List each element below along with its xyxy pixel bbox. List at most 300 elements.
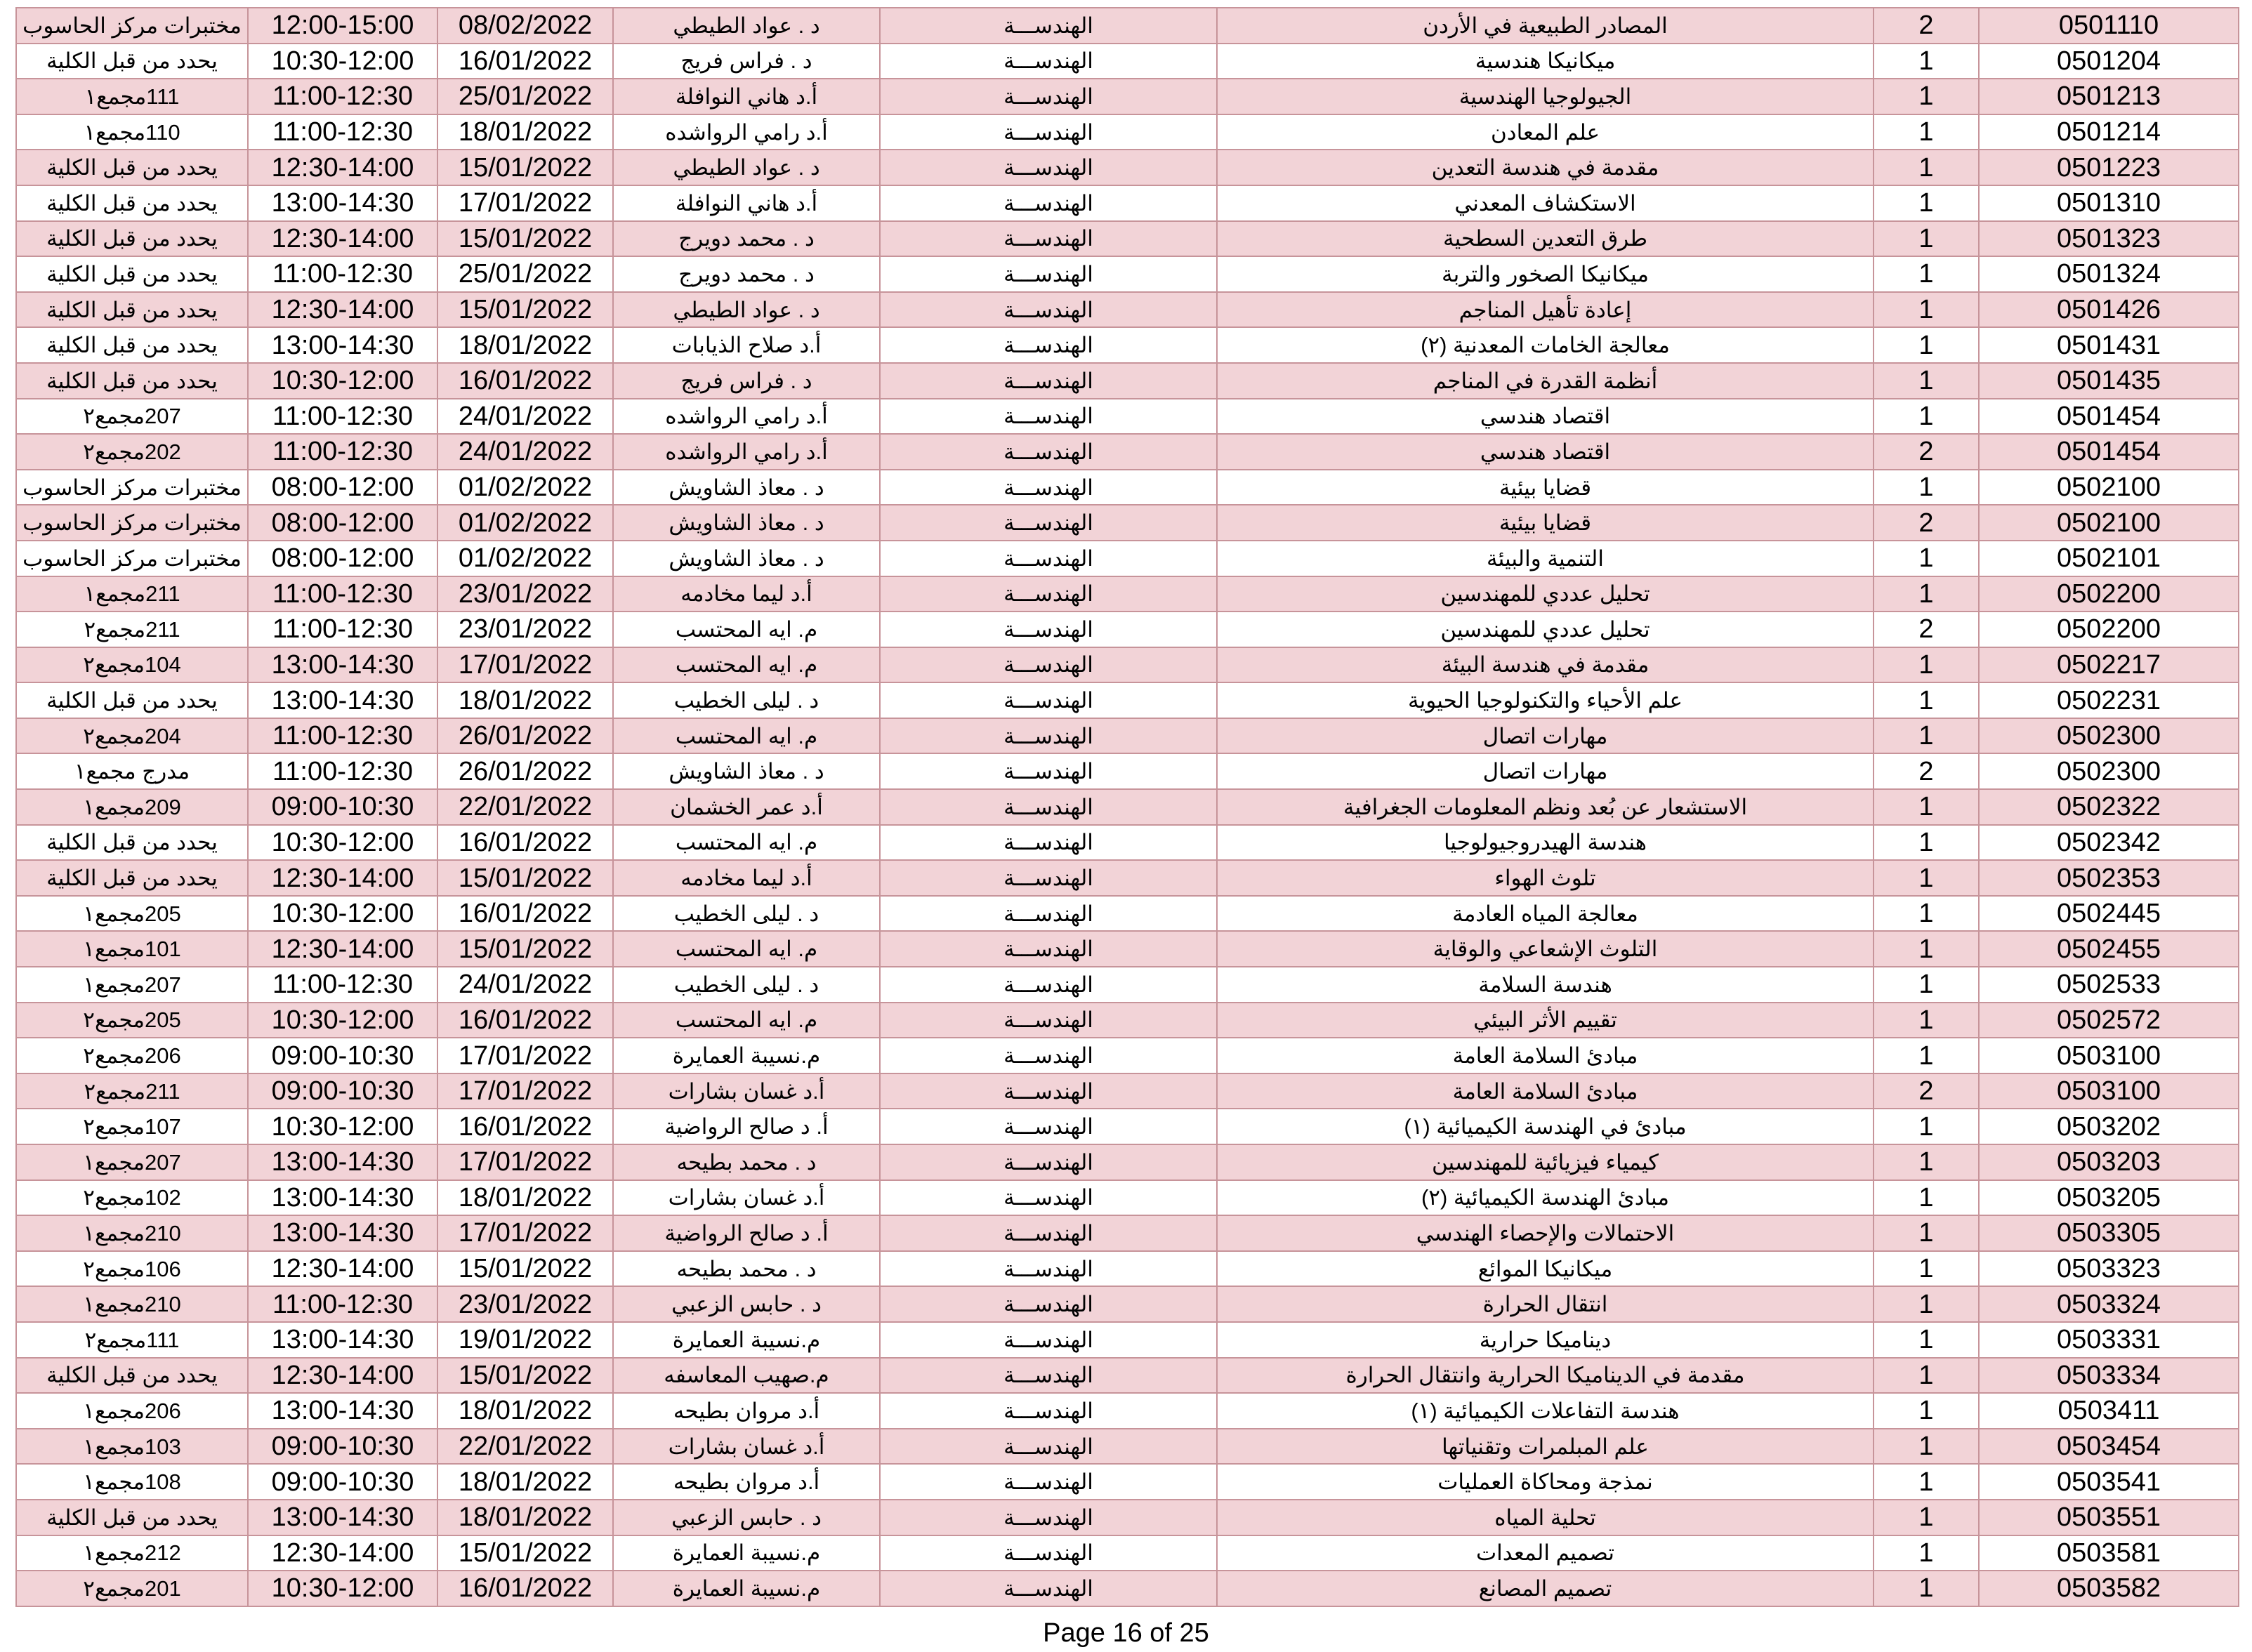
time-cell: 13:00-14:30 [248, 647, 437, 683]
course-name-cell: مقدمة في هندسة البيئة [1217, 647, 1874, 683]
date-cell: 15/01/2022 [437, 1535, 613, 1571]
room-cell: 210مجمع١ [16, 1215, 248, 1251]
table-row [16, 541, 2239, 576]
table-row [16, 363, 2239, 399]
section-cell: 1 [1874, 1215, 1979, 1251]
course-name-cell: مبادئ السلامة العامة [1217, 1073, 1874, 1109]
room-cell: 202مجمع٢ [16, 434, 248, 470]
instructor-cell: م. ايه المحتسب [613, 612, 880, 647]
table-row [16, 1180, 2239, 1216]
course-code-cell: 0503411 [1979, 1393, 2239, 1429]
course-code-cell: 0501323 [1979, 221, 2239, 257]
course-code-cell: 0502342 [1979, 825, 2239, 861]
date-cell: 25/01/2022 [437, 256, 613, 292]
page-number: Page 16 of 25 [1043, 1618, 1209, 1648]
faculty-cell: الهندســـة [880, 612, 1217, 647]
course-code-cell: 0502101 [1979, 541, 2239, 576]
date-cell: 17/01/2022 [437, 1144, 613, 1180]
room-cell: 207مجمع٢ [16, 399, 248, 435]
time-cell: 10:30-12:00 [248, 1571, 437, 1606]
section-cell: 1 [1874, 399, 1979, 435]
date-cell: 17/01/2022 [437, 1215, 613, 1251]
faculty-cell: الهندســـة [880, 1144, 1217, 1180]
instructor-cell: م. ايه المحتسب [613, 825, 880, 861]
instructor-cell: أ.د مروان بطيحه [613, 1464, 880, 1500]
course-name-cell: هندسة الهيدروجيولوجيا [1217, 825, 1874, 861]
time-cell: 12:30-14:00 [248, 1358, 437, 1394]
table-row [16, 1286, 2239, 1322]
section-cell: 1 [1874, 967, 1979, 1003]
date-cell: 24/01/2022 [437, 434, 613, 470]
course-code-cell: 0501426 [1979, 292, 2239, 328]
date-cell: 18/01/2022 [437, 114, 613, 150]
course-code-cell: 0503331 [1979, 1322, 2239, 1358]
section-cell: 1 [1874, 44, 1979, 79]
table-row [16, 1429, 2239, 1465]
section-cell: 1 [1874, 1358, 1979, 1394]
course-code-cell: 0503551 [1979, 1500, 2239, 1535]
date-cell: 23/01/2022 [437, 1286, 613, 1322]
table-row [16, 1109, 2239, 1144]
instructor-cell: أ.د رامي الرواشده [613, 114, 880, 150]
table-row [16, 114, 2239, 150]
course-name-cell: تصميم المعدات [1217, 1535, 1874, 1571]
time-cell: 13:00-14:30 [248, 1500, 437, 1535]
instructor-cell: أ.د مروان بطيحه [613, 1393, 880, 1429]
course-code-cell: 0503100 [1979, 1038, 2239, 1073]
instructor-cell: م.نسيبة العمايرة [613, 1038, 880, 1073]
room-cell: مدرج مجمع١ [16, 753, 248, 789]
time-cell: 12:30-14:00 [248, 860, 437, 896]
course-name-cell: مبادئ في الهندسة الكيميائية (١) [1217, 1109, 1874, 1144]
date-cell: 22/01/2022 [437, 1429, 613, 1465]
course-name-cell: تصميم المصانع [1217, 1571, 1874, 1606]
course-code-cell: 0501324 [1979, 256, 2239, 292]
instructor-cell: م.نسيبة العمايرة [613, 1535, 880, 1571]
course-code-cell: 0503203 [1979, 1144, 2239, 1180]
room-cell: 107مجمع٢ [16, 1109, 248, 1144]
time-cell: 12:30-14:00 [248, 1251, 437, 1287]
faculty-cell: الهندســـة [880, 1464, 1217, 1500]
exam-schedule-table [15, 7, 2239, 1607]
faculty-cell: الهندســـة [880, 1322, 1217, 1358]
course-name-cell: إعادة تأهيل المناجم [1217, 292, 1874, 328]
instructor-cell: د . معاذ الشاويش [613, 753, 880, 789]
course-code-cell: 0503324 [1979, 1286, 2239, 1322]
faculty-cell: الهندســـة [880, 185, 1217, 221]
room-cell: مختبرات مركز الحاسوب [16, 470, 248, 505]
course-name-cell: انتقال الحرارة [1217, 1286, 1874, 1322]
instructor-cell: د . محمد بطيحه [613, 1251, 880, 1287]
time-cell: 10:30-12:00 [248, 825, 437, 861]
course-code-cell: 0502100 [1979, 505, 2239, 541]
course-name-cell: ديناميكا حرارية [1217, 1322, 1874, 1358]
date-cell: 18/01/2022 [437, 1500, 613, 1535]
room-cell: 111مجمع١ [16, 79, 248, 114]
faculty-cell: الهندســـة [880, 1251, 1217, 1287]
course-code-cell: 0501110 [1979, 8, 2239, 44]
room-cell: 207مجمع١ [16, 1144, 248, 1180]
time-cell: 10:30-12:00 [248, 896, 437, 932]
section-cell: 1 [1874, 789, 1979, 825]
course-name-cell: قضايا بيئية [1217, 470, 1874, 505]
time-cell: 13:00-14:30 [248, 327, 437, 363]
section-cell: 1 [1874, 1144, 1979, 1180]
section-cell: 1 [1874, 931, 1979, 967]
section-cell: 1 [1874, 1429, 1979, 1465]
date-cell: 01/02/2022 [437, 470, 613, 505]
section-cell: 1 [1874, 896, 1979, 932]
room-cell: يحدد من قبل الكلية [16, 256, 248, 292]
instructor-cell: أ.د ليما مخادمه [613, 576, 880, 612]
room-cell: 104مجمع٢ [16, 647, 248, 683]
time-cell: 11:00-12:30 [248, 79, 437, 114]
course-code-cell: 0502322 [1979, 789, 2239, 825]
instructor-cell: د . عواد الطيطي [613, 8, 880, 44]
room-cell: يحدد من قبل الكلية [16, 221, 248, 257]
course-name-cell: نمذجة ومحاكاة العمليات [1217, 1464, 1874, 1500]
date-cell: 15/01/2022 [437, 1251, 613, 1287]
table-row [16, 150, 2239, 185]
course-name-cell: هندسة التفاعلات الكيميائية (١) [1217, 1393, 1874, 1429]
table-row [16, 896, 2239, 932]
room-cell: يحدد من قبل الكلية [16, 363, 248, 399]
room-cell: مختبرات مركز الحاسوب [16, 505, 248, 541]
faculty-cell: الهندســـة [880, 1429, 1217, 1465]
course-name-cell: مبادئ الهندسة الكيميائية (٢) [1217, 1180, 1874, 1216]
room-cell: يحدد من قبل الكلية [16, 860, 248, 896]
time-cell: 13:00-14:30 [248, 1215, 437, 1251]
faculty-cell: الهندســـة [880, 1286, 1217, 1322]
table-row [16, 1535, 2239, 1571]
course-name-cell: مهارات اتصال [1217, 718, 1874, 754]
course-code-cell: 0501214 [1979, 114, 2239, 150]
section-cell: 1 [1874, 718, 1979, 754]
section-cell: 1 [1874, 825, 1979, 861]
instructor-cell: د . ليلى الخطيب [613, 967, 880, 1003]
section-cell: 1 [1874, 1109, 1979, 1144]
course-code-cell: 0501204 [1979, 44, 2239, 79]
date-cell: 16/01/2022 [437, 1109, 613, 1144]
course-code-cell: 0503334 [1979, 1358, 2239, 1394]
time-cell: 11:00-12:30 [248, 753, 437, 789]
date-cell: 16/01/2022 [437, 44, 613, 79]
course-name-cell: كيمياء فيزيائية للمهندسين [1217, 1144, 1874, 1180]
table-row [16, 860, 2239, 896]
table-row [16, 1215, 2239, 1251]
date-cell: 23/01/2022 [437, 576, 613, 612]
instructor-cell: د . حابس الزعبي [613, 1500, 880, 1535]
course-name-cell: تلوث الهواء [1217, 860, 1874, 896]
time-cell: 13:00-14:30 [248, 185, 437, 221]
date-cell: 18/01/2022 [437, 327, 613, 363]
date-cell: 15/01/2022 [437, 292, 613, 328]
faculty-cell: الهندســـة [880, 647, 1217, 683]
faculty-cell: الهندســـة [880, 753, 1217, 789]
table-row [16, 1322, 2239, 1358]
faculty-cell: الهندســـة [880, 967, 1217, 1003]
course-code-cell: 0503323 [1979, 1251, 2239, 1287]
section-cell: 1 [1874, 363, 1979, 399]
time-cell: 08:00-12:00 [248, 505, 437, 541]
faculty-cell: الهندســـة [880, 1500, 1217, 1535]
section-cell: 1 [1874, 1322, 1979, 1358]
course-code-cell: 0502100 [1979, 470, 2239, 505]
date-cell: 24/01/2022 [437, 399, 613, 435]
date-cell: 25/01/2022 [437, 79, 613, 114]
room-cell: 108مجمع١ [16, 1464, 248, 1500]
faculty-cell: الهندســـة [880, 825, 1217, 861]
date-cell: 08/02/2022 [437, 8, 613, 44]
course-name-cell: تحليل عددي للمهندسين [1217, 576, 1874, 612]
instructor-cell: م.صهيب المعاسفه [613, 1358, 880, 1394]
table-row [16, 327, 2239, 363]
section-cell: 1 [1874, 682, 1979, 718]
section-cell: 2 [1874, 753, 1979, 789]
table-row [16, 612, 2239, 647]
section-cell: 1 [1874, 1500, 1979, 1535]
course-name-cell: علم المعادن [1217, 114, 1874, 150]
faculty-cell: الهندســـة [880, 327, 1217, 363]
instructor-cell: د . معاذ الشاويش [613, 541, 880, 576]
table-row [16, 789, 2239, 825]
time-cell: 09:00-10:30 [248, 1429, 437, 1465]
table-row [16, 931, 2239, 967]
instructor-cell: أ.د رامي الرواشده [613, 399, 880, 435]
table-row [16, 1571, 2239, 1606]
date-cell: 15/01/2022 [437, 860, 613, 896]
instructor-cell: د . عواد الطيطي [613, 150, 880, 185]
section-cell: 1 [1874, 860, 1979, 896]
course-name-cell: قضايا بيئية [1217, 505, 1874, 541]
table-row [16, 470, 2239, 505]
table-row [16, 221, 2239, 257]
date-cell: 16/01/2022 [437, 1571, 613, 1606]
date-cell: 18/01/2022 [437, 1464, 613, 1500]
section-cell: 2 [1874, 505, 1979, 541]
course-name-cell: علم المبلمرات وتقنياتها [1217, 1429, 1874, 1465]
faculty-cell: الهندســـة [880, 1038, 1217, 1073]
course-name-cell: مقدمة في هندسة التعدين [1217, 150, 1874, 185]
time-cell: 12:30-14:00 [248, 1535, 437, 1571]
faculty-cell: الهندســـة [880, 114, 1217, 150]
time-cell: 13:00-14:30 [248, 1322, 437, 1358]
course-name-cell: هندسة السلامة [1217, 967, 1874, 1003]
faculty-cell: الهندســـة [880, 718, 1217, 754]
time-cell: 09:00-10:30 [248, 1073, 437, 1109]
faculty-cell: الهندســـة [880, 1003, 1217, 1038]
course-name-cell: الجيولوجيا الهندسية [1217, 79, 1874, 114]
faculty-cell: الهندســـة [880, 1180, 1217, 1216]
faculty-cell: الهندســـة [880, 1571, 1217, 1606]
time-cell: 09:00-10:30 [248, 789, 437, 825]
time-cell: 12:30-14:00 [248, 221, 437, 257]
room-cell: 110مجمع١ [16, 114, 248, 150]
course-name-cell: المصادر الطبيعية في الأردن [1217, 8, 1874, 44]
room-cell: 210مجمع١ [16, 1286, 248, 1322]
section-cell: 1 [1874, 150, 1979, 185]
date-cell: 01/02/2022 [437, 541, 613, 576]
section-cell: 2 [1874, 8, 1979, 44]
course-name-cell: أنظمة القدرة في المناجم [1217, 363, 1874, 399]
faculty-cell: الهندســـة [880, 44, 1217, 79]
faculty-cell: الهندســـة [880, 682, 1217, 718]
date-cell: 26/01/2022 [437, 753, 613, 789]
room-cell: 204مجمع٢ [16, 718, 248, 754]
room-cell: 111مجمع٢ [16, 1322, 248, 1358]
instructor-cell: أ.د غسان بشارات [613, 1429, 880, 1465]
course-name-cell: التنمية والبيئة [1217, 541, 1874, 576]
table-row [16, 8, 2239, 44]
faculty-cell: الهندســـة [880, 8, 1217, 44]
table-row [16, 1144, 2239, 1180]
room-cell: يحدد من قبل الكلية [16, 327, 248, 363]
room-cell: 201مجمع٢ [16, 1571, 248, 1606]
faculty-cell: الهندســـة [880, 576, 1217, 612]
faculty-cell: الهندســـة [880, 150, 1217, 185]
section-cell: 1 [1874, 1571, 1979, 1606]
course-code-cell: 0501310 [1979, 185, 2239, 221]
time-cell: 09:00-10:30 [248, 1464, 437, 1500]
course-name-cell: علم الأحياء والتكنولوجيا الحيوية [1217, 682, 1874, 718]
faculty-cell: الهندســـة [880, 434, 1217, 470]
instructor-cell: أ.د رامي الرواشده [613, 434, 880, 470]
room-cell: 206مجمع٢ [16, 1038, 248, 1073]
section-cell: 1 [1874, 1251, 1979, 1287]
course-code-cell: 0502353 [1979, 860, 2239, 896]
faculty-cell: الهندســـة [880, 1535, 1217, 1571]
room-cell: يحدد من قبل الكلية [16, 825, 248, 861]
faculty-cell: الهندســـة [880, 1215, 1217, 1251]
instructor-cell: أ.د هاني النوافلة [613, 79, 880, 114]
instructor-cell: د . محمد دويرج [613, 221, 880, 257]
time-cell: 08:00-12:00 [248, 470, 437, 505]
course-code-cell: 0502533 [1979, 967, 2239, 1003]
table-row [16, 825, 2239, 861]
room-cell: 209مجمع١ [16, 789, 248, 825]
faculty-cell: الهندســـة [880, 1073, 1217, 1109]
date-cell: 16/01/2022 [437, 896, 613, 932]
room-cell: 102مجمع٢ [16, 1180, 248, 1216]
date-cell: 17/01/2022 [437, 185, 613, 221]
course-name-cell: طرق التعدين السطحية [1217, 221, 1874, 257]
room-cell: 206مجمع١ [16, 1393, 248, 1429]
course-code-cell: 0503581 [1979, 1535, 2239, 1571]
table-row [16, 1358, 2239, 1394]
faculty-cell: الهندســـة [880, 541, 1217, 576]
course-name-cell: التلوث الإشعاعي والوقاية [1217, 931, 1874, 967]
room-cell: يحدد من قبل الكلية [16, 682, 248, 718]
table-row [16, 185, 2239, 221]
section-cell: 1 [1874, 221, 1979, 257]
time-cell: 12:30-14:00 [248, 931, 437, 967]
date-cell: 18/01/2022 [437, 1393, 613, 1429]
date-cell: 16/01/2022 [437, 1003, 613, 1038]
course-code-cell: 0502200 [1979, 576, 2239, 612]
section-cell: 1 [1874, 1180, 1979, 1216]
time-cell: 08:00-12:00 [248, 541, 437, 576]
room-cell: يحدد من قبل الكلية [16, 1500, 248, 1535]
faculty-cell: الهندســـة [880, 1358, 1217, 1394]
course-name-cell: مبادئ السلامة العامة [1217, 1038, 1874, 1073]
course-name-cell: مقدمة في الديناميكا الحرارية وانتقال الحرارة [1217, 1358, 1874, 1394]
course-name-cell: ميكانيكا الموائع [1217, 1251, 1874, 1287]
course-name-cell: معالجة الخامات المعدنية (٢) [1217, 327, 1874, 363]
course-code-cell: 0502300 [1979, 753, 2239, 789]
time-cell: 10:30-12:00 [248, 363, 437, 399]
instructor-cell: أ. د صالح الرواضية [613, 1109, 880, 1144]
instructor-cell: م.نسيبة العمايرة [613, 1571, 880, 1606]
date-cell: 17/01/2022 [437, 647, 613, 683]
time-cell: 11:00-12:30 [248, 434, 437, 470]
instructor-cell: أ.د صلاح الذيابات [613, 327, 880, 363]
course-name-cell: الاستكشاف المعدني [1217, 185, 1874, 221]
time-cell: 10:30-12:00 [248, 44, 437, 79]
table-row [16, 1038, 2239, 1073]
instructor-cell: د . محمد دويرج [613, 256, 880, 292]
date-cell: 23/01/2022 [437, 612, 613, 647]
course-code-cell: 0501435 [1979, 363, 2239, 399]
course-name-cell: تحلية المياه [1217, 1500, 1874, 1535]
room-cell: يحدد من قبل الكلية [16, 44, 248, 79]
section-cell: 2 [1874, 1073, 1979, 1109]
date-cell: 16/01/2022 [437, 363, 613, 399]
table-row [16, 44, 2239, 79]
table-row [16, 79, 2239, 114]
room-cell: يحدد من قبل الكلية [16, 150, 248, 185]
room-cell: 106مجمع٢ [16, 1251, 248, 1287]
instructor-cell: م.نسيبة العمايرة [613, 1322, 880, 1358]
course-code-cell: 0503454 [1979, 1429, 2239, 1465]
faculty-cell: الهندســـة [880, 399, 1217, 435]
time-cell: 09:00-10:30 [248, 1038, 437, 1073]
instructor-cell: أ.د هاني النوافلة [613, 185, 880, 221]
room-cell: مختبرات مركز الحاسوب [16, 541, 248, 576]
time-cell: 13:00-14:30 [248, 1180, 437, 1216]
table-row [16, 399, 2239, 435]
date-cell: 19/01/2022 [437, 1322, 613, 1358]
instructor-cell: د . عواد الطيطي [613, 292, 880, 328]
section-cell: 1 [1874, 647, 1979, 683]
time-cell: 12:30-14:00 [248, 292, 437, 328]
course-name-cell: تقييم الأثر البيئي [1217, 1003, 1874, 1038]
course-name-cell: ميكانيكا الصخور والتربة [1217, 256, 1874, 292]
room-cell: 103مجمع١ [16, 1429, 248, 1465]
course-name-cell: الاستشعار عن بُعد ونظم المعلومات الجغرافية [1217, 789, 1874, 825]
faculty-cell: الهندســـة [880, 221, 1217, 257]
section-cell: 1 [1874, 1003, 1979, 1038]
course-name-cell: الاحتمالات والإحصاء الهندسي [1217, 1215, 1874, 1251]
instructor-cell: أ.د غسان بشارات [613, 1073, 880, 1109]
room-cell: 211مجمع٢ [16, 612, 248, 647]
date-cell: 22/01/2022 [437, 789, 613, 825]
date-cell: 18/01/2022 [437, 1180, 613, 1216]
date-cell: 24/01/2022 [437, 967, 613, 1003]
table-row [16, 434, 2239, 470]
section-cell: 1 [1874, 1286, 1979, 1322]
faculty-cell: الهندســـة [880, 363, 1217, 399]
time-cell: 13:00-14:30 [248, 1393, 437, 1429]
room-cell: 101مجمع١ [16, 931, 248, 967]
section-cell: 1 [1874, 79, 1979, 114]
room-cell: يحدد من قبل الكلية [16, 1358, 248, 1394]
course-code-cell: 0503582 [1979, 1571, 2239, 1606]
course-name-cell: اقتصاد هندسي [1217, 399, 1874, 435]
table-row [16, 256, 2239, 292]
faculty-cell: الهندســـة [880, 1393, 1217, 1429]
instructor-cell: د . فراس فريج [613, 363, 880, 399]
date-cell: 18/01/2022 [437, 682, 613, 718]
